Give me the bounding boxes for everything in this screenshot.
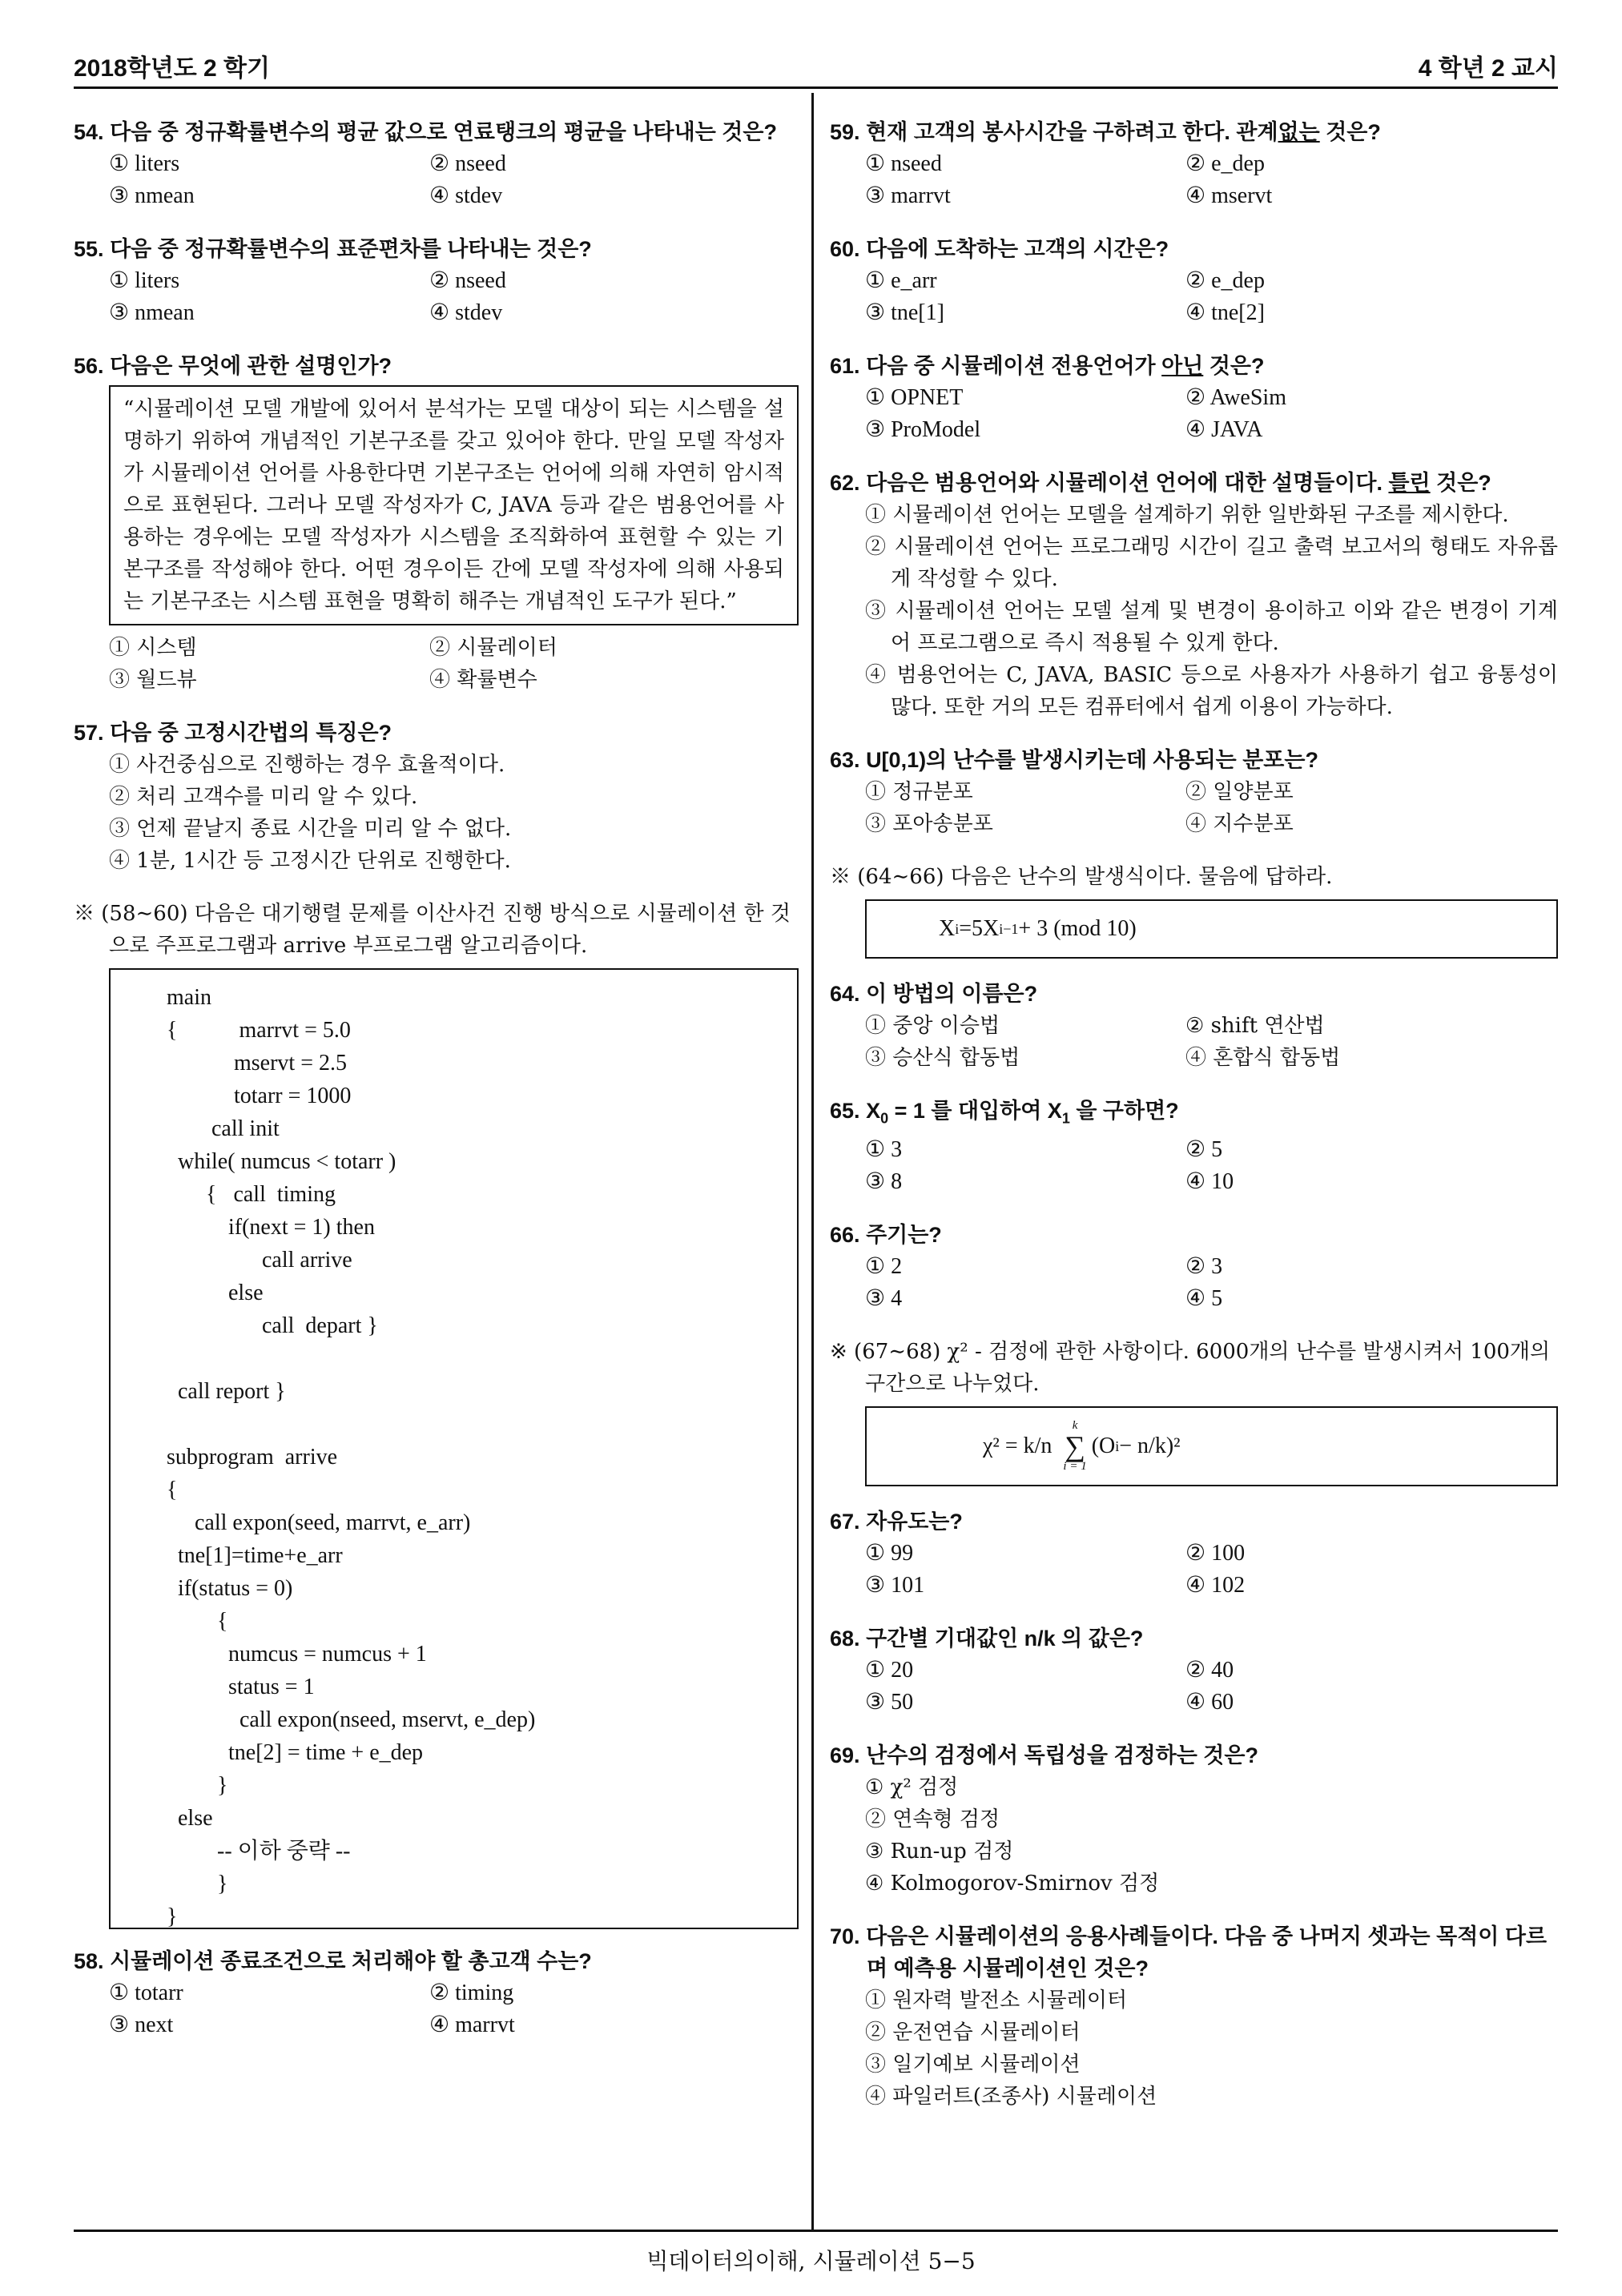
option: ① 20 bbox=[865, 1658, 914, 1683]
options bbox=[830, 1538, 1558, 1602]
question-text: 64. 이 방법의 이름은? bbox=[830, 982, 1038, 1006]
option: ② 100 bbox=[1185, 1541, 1246, 1566]
option: ② e_dep bbox=[1185, 151, 1265, 176]
option: ③ 일기예보 시뮬레이션 bbox=[865, 2053, 1081, 2077]
options bbox=[830, 1984, 1558, 2113]
code-line: else bbox=[167, 1281, 264, 1305]
exam-term: 2018학년도 2 학기 bbox=[74, 55, 270, 82]
options bbox=[74, 265, 799, 329]
note-67-68: ※ (67∼68) χ² - 검정에 관한 사항이다. 6000개의 난수를 발생시켜서 100개의 구간으로 나누었다. bbox=[830, 1340, 1551, 1397]
option: ② timing bbox=[429, 1980, 514, 2005]
options bbox=[830, 1251, 1558, 1315]
option: ① 사건중심으로 진행하는 경우 효율적이다. bbox=[109, 753, 505, 777]
option: ④ 1분, 1시간 등 고정시간 단위로 진행한다. bbox=[109, 849, 511, 873]
option: ③ ProModel bbox=[865, 417, 981, 442]
code-line: call arrive bbox=[167, 1248, 352, 1273]
option: ④ mservt bbox=[1185, 183, 1273, 208]
option: ④ 혼합식 합동법 bbox=[1185, 1046, 1341, 1070]
quote-box: “시뮬레이션 모델 개발에 있어서 분석가는 모델 대상이 되는 시스템을 설명하기 위하여 개념적인 기본구조를 갖고 있어야 한다. 만일 모델 작성자가 시뮬레이션 언어를 사용한다면 기본구조는 언어에 의해 자연히 암시적으로 표현된다. 그러나 모델 작성자가 C, JAVA 등과 같은 범용언어를 사용하는 경우에는 모델 작성자가 시스템을 조직화하여 표현할 수 있는 기본구조를 작성해야 한다. 어떤 경우이든 간에 모델 작성자에 의해 사용되는 기본구조는 시스템 표현을 명확히 해주는 개념적인 도구가 된다.” bbox=[109, 385, 799, 625]
question-text: 62. 다음은 범용언어와 시뮬레이션 언어에 대한 설명들이다. 틀린 것은? bbox=[830, 471, 1491, 495]
code-line: { bbox=[167, 1478, 178, 1502]
question-text: 63. U[0,1)의 난수를 발생시키는데 사용되는 분포는? bbox=[830, 748, 1318, 772]
code-line bbox=[111, 1342, 797, 1375]
question-text: 61. 다음 중 시뮬레이션 전용언어가 아닌 것은? bbox=[830, 354, 1265, 378]
option: ③ Run-up 검정 bbox=[865, 1840, 1014, 1864]
option: ④ tne[2] bbox=[1185, 300, 1265, 325]
question-text: 65. $X_0 = 1$ 를 대입하여 $X_1$ 을 구하면? bbox=[830, 1099, 1179, 1127]
option: ① liters bbox=[109, 151, 180, 176]
question-65 bbox=[830, 1095, 1558, 1198]
option: ② 일양분포 bbox=[1185, 780, 1294, 804]
option: ④ 60 bbox=[1185, 1690, 1234, 1715]
option: ② 40 bbox=[1185, 1658, 1234, 1683]
question-text: 57. 다음 중 고정시간법의 특징은? bbox=[74, 721, 392, 745]
option: ③ 101 bbox=[865, 1573, 925, 1598]
option: ④ 파일러트(조종사) 시뮬레이션 bbox=[865, 2085, 1157, 2109]
option: ② 운전연습 시뮬레이터 bbox=[865, 2021, 1081, 2045]
option: ② shift 연산법 bbox=[1185, 1014, 1325, 1038]
question-text: 69. 난수의 검정에서 독립성을 검정하는 것은? bbox=[830, 1743, 1258, 1768]
question-text: 67. 자유도는? bbox=[830, 1510, 963, 1534]
note-64-66: ※ (64∼66) 다음은 난수의 발생식이다. 물음에 답하라. bbox=[830, 865, 1333, 889]
code-line: } bbox=[167, 1904, 178, 1929]
summation: k ∑ i = 1 bbox=[1063, 1419, 1087, 1474]
code-line: { bbox=[167, 1609, 228, 1634]
question-text: 55. 다음 중 정규확률변수의 표준편차를 나타내는 것은? bbox=[74, 237, 592, 261]
options bbox=[74, 1977, 799, 2041]
note-58-60: ※ (58∼60) 다음은 대기행렬 문제를 이산사건 진행 방식으로 시뮬레이션 한 것으로 주프로그램과 arrive 부프로그램 알고리즘이다. bbox=[74, 902, 791, 958]
options bbox=[830, 1771, 1558, 1900]
option: ① 시스템 bbox=[109, 636, 197, 660]
option: ① 99 bbox=[865, 1541, 914, 1566]
code-line: } bbox=[167, 1872, 228, 1896]
option: ② nseed bbox=[429, 268, 506, 293]
option: ④ 5 bbox=[1185, 1286, 1223, 1312]
option: ③ 승산식 합동법 bbox=[865, 1046, 1020, 1070]
option: ③ 포아송분포 bbox=[865, 812, 993, 836]
question-70 bbox=[830, 1920, 1558, 2113]
option: ③ nmean bbox=[109, 300, 195, 325]
code-line: status = 1 bbox=[167, 1675, 315, 1699]
question-64 bbox=[830, 978, 1558, 1074]
question-54 bbox=[74, 116, 799, 212]
option: ③ next bbox=[109, 2013, 174, 2037]
formula-box-chi-square: χ² = k/n k ∑ i = 1 (O i − n/k)² bbox=[865, 1406, 1558, 1486]
question-61 bbox=[830, 350, 1558, 446]
option: ① e_arr bbox=[865, 268, 937, 293]
code-line: call expon(seed, marrvt, e_arr) bbox=[167, 1510, 471, 1535]
options bbox=[830, 1010, 1558, 1074]
code-line bbox=[111, 1408, 797, 1441]
option: ① 2 bbox=[865, 1254, 903, 1280]
question-text: 66. 주기는? bbox=[830, 1223, 942, 1248]
question-68 bbox=[830, 1622, 1558, 1719]
code-line: call depart } bbox=[167, 1313, 378, 1338]
question-55 bbox=[74, 233, 799, 329]
option: ① 시뮬레이션 언어는 모델을 설계하기 위한 일반화된 구조를 제시한다. bbox=[865, 503, 1509, 527]
options bbox=[74, 632, 799, 696]
code-line: if(status = 0) bbox=[167, 1576, 293, 1601]
code-line: -- 이하 중략 -- bbox=[167, 1839, 351, 1864]
question-59 bbox=[830, 116, 1558, 212]
option: ① 중앙 이승법 bbox=[865, 1014, 1000, 1038]
option: ③ 50 bbox=[865, 1690, 914, 1715]
option: ② 처리 고객수를 미리 알 수 있다. bbox=[109, 785, 418, 809]
exam-grade-period: 4 학년 2 교시 bbox=[1418, 55, 1558, 82]
option: ② 5 bbox=[1185, 1137, 1223, 1163]
formula-box-lcg: X i =5X i−1 + 3 (mod 10) bbox=[865, 899, 1558, 959]
option: ② AweSim bbox=[1185, 385, 1286, 410]
question-text: 68. 구간별 기대값인 n/k 의 값은? bbox=[830, 1627, 1144, 1651]
code-line: else bbox=[167, 1806, 213, 1831]
option: ① liters bbox=[109, 268, 180, 293]
code-line: numcus = numcus + 1 bbox=[167, 1642, 427, 1667]
question-62 bbox=[830, 467, 1558, 723]
code-line: tne[2] = time + e_dep bbox=[167, 1740, 424, 1765]
code-line: if(next = 1) then bbox=[167, 1215, 375, 1240]
option: ① χ² 검정 bbox=[865, 1775, 959, 1800]
option: ① nseed bbox=[865, 151, 942, 176]
options bbox=[74, 749, 799, 877]
option: ③ 8 bbox=[865, 1169, 903, 1195]
option: ④ stdev bbox=[429, 183, 503, 208]
option: ④ marrvt bbox=[429, 2013, 515, 2037]
option: ② 시뮬레이션 언어는 프로그래밍 시간이 길고 출력 보고서의 형태도 자유롭게 작성할 수 있다. bbox=[865, 535, 1558, 591]
question-63 bbox=[830, 744, 1558, 840]
column-divider bbox=[811, 93, 814, 2230]
question-69 bbox=[830, 1739, 1558, 1900]
option: ④ 102 bbox=[1185, 1573, 1246, 1598]
option: ① OPNET bbox=[865, 385, 964, 410]
question-text: 54. 다음 중 정규확률변수의 평균 값으로 연료탱크의 평균을 나타내는 것은? bbox=[74, 120, 777, 144]
option: ④ 범용언어는 C, JAVA, BASIC 등으로 사용자가 사용하기 쉽고 융통성이 많다. 또한 거의 모든 컴퓨터에서 쉽게 이용이 가능하다. bbox=[865, 663, 1558, 719]
option: ① 원자력 발전소 시뮬레이터 bbox=[865, 1988, 1128, 2013]
option: ② e_dep bbox=[1185, 268, 1265, 293]
right-column bbox=[830, 116, 1558, 2133]
code-line: { marrvt = 5.0 bbox=[167, 1018, 351, 1043]
question-66 bbox=[830, 1219, 1558, 1315]
option: ④ Kolmogorov-Smirnov 검정 bbox=[865, 1872, 1160, 1896]
option: ② 3 bbox=[1185, 1254, 1223, 1280]
options bbox=[830, 265, 1558, 329]
code-line: tne[1]=time+e_arr bbox=[167, 1543, 343, 1568]
option: ① 정규분포 bbox=[865, 780, 973, 804]
header-rule bbox=[74, 86, 1558, 89]
options bbox=[74, 148, 799, 212]
code-line: { call timing bbox=[167, 1182, 336, 1207]
options bbox=[830, 776, 1558, 840]
option: ③ nmean bbox=[109, 183, 195, 208]
code-line: totarr = 1000 bbox=[167, 1084, 352, 1108]
options bbox=[830, 382, 1558, 446]
question-text: 56. 다음은 무엇에 관한 설명인가? bbox=[74, 354, 392, 378]
code-line: call expon(nseed, mservt, e_dep) bbox=[167, 1707, 536, 1732]
option: ① totarr bbox=[109, 1980, 183, 2005]
code-line: subprogram arrive bbox=[167, 1445, 338, 1470]
code-line: } bbox=[167, 1773, 228, 1798]
question-57 bbox=[74, 717, 799, 877]
options bbox=[830, 499, 1558, 723]
question-text: 59. 현재 고객의 봉사시간을 구하려고 한다. 관계없는 것은? bbox=[830, 120, 1381, 144]
option: ③ marrvt bbox=[865, 183, 951, 208]
question-text: 70. 다음은 시뮬레이션의 응용사례들이다. 다음 중 나머지 셋과는 목적이 다르며 예측용 시뮬레이션인 것은? bbox=[830, 1924, 1548, 1981]
option: ③ 언제 끝날지 종료 시간을 미리 알 수 없다. bbox=[109, 817, 512, 841]
code-line: mservt = 2.5 bbox=[167, 1051, 347, 1076]
option: ④ 확률변수 bbox=[429, 668, 537, 692]
option: ② nseed bbox=[429, 151, 506, 176]
footer-rule bbox=[74, 2230, 1558, 2232]
page-footer: 빅데이터의이해, 시뮬레이션 5−5 bbox=[646, 2248, 976, 2274]
question-67 bbox=[830, 1506, 1558, 1602]
option: ④ 지수분포 bbox=[1185, 812, 1294, 836]
code-line: call init bbox=[167, 1116, 280, 1141]
code-line: while( numcus < totarr ) bbox=[167, 1149, 396, 1174]
algorithm-code-box bbox=[109, 968, 799, 1929]
question-text: 58. 시뮬레이션 종료조건으로 처리해야 할 총고객 수는? bbox=[74, 1949, 592, 1973]
code-line: main bbox=[167, 985, 211, 1010]
option: ③ 시뮬레이션 언어는 모델 설계 및 변경이 용이하고 이와 같은 변경이 기계어 프로그램으로 즉시 적용될 수 있게 한다. bbox=[865, 599, 1558, 655]
option: ④ 10 bbox=[1185, 1169, 1234, 1195]
left-column bbox=[74, 116, 799, 2062]
question-56 bbox=[74, 350, 799, 696]
option: ④ stdev bbox=[429, 300, 503, 325]
option: ③ 4 bbox=[865, 1286, 903, 1312]
options bbox=[830, 1134, 1558, 1198]
code-line: call report } bbox=[167, 1379, 286, 1404]
options bbox=[830, 1655, 1558, 1719]
option: ① 3 bbox=[865, 1137, 903, 1163]
option: ④ JAVA bbox=[1185, 417, 1263, 442]
options bbox=[830, 148, 1558, 212]
question-60 bbox=[830, 233, 1558, 329]
option: ② 시뮬레이터 bbox=[429, 636, 557, 660]
option: ③ 월드뷰 bbox=[109, 668, 197, 692]
question-text: 60. 다음에 도착하는 고객의 시간은? bbox=[830, 237, 1169, 261]
option: ② 연속형 검정 bbox=[865, 1807, 1000, 1832]
question-58 bbox=[74, 1945, 799, 2041]
option: ③ tne[1] bbox=[865, 300, 944, 325]
